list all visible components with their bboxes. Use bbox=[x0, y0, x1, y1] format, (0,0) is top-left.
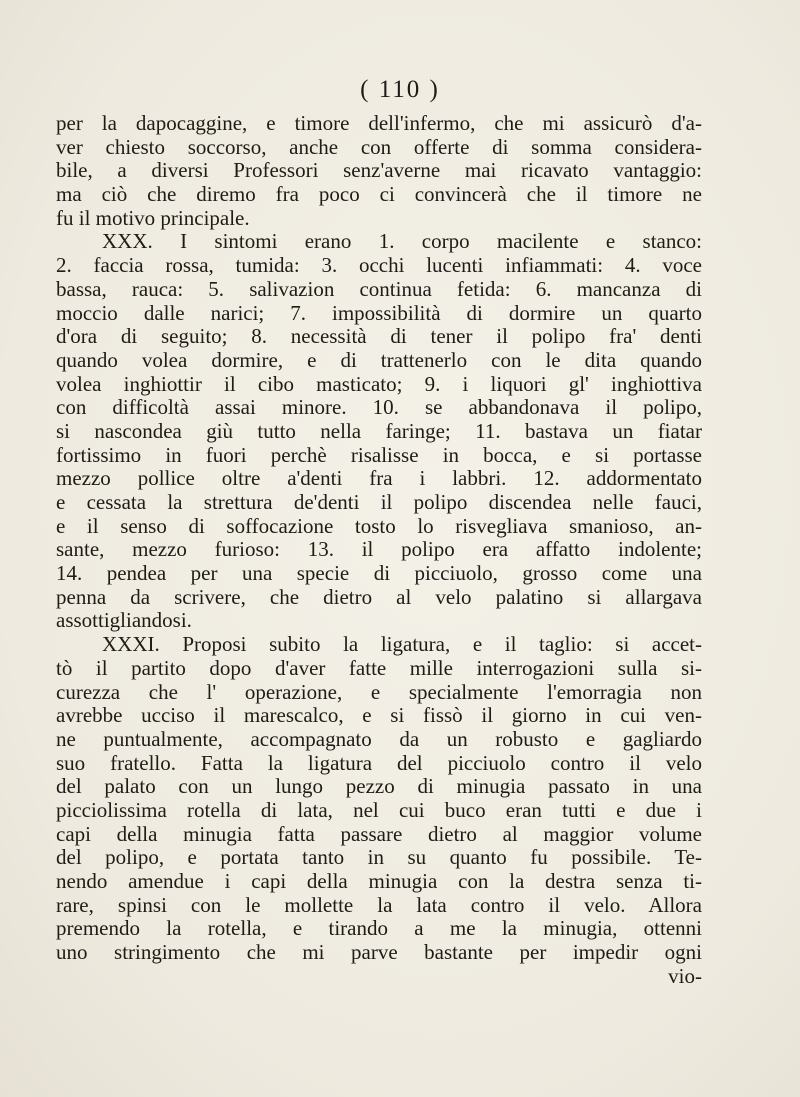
text-line: assottigliandosi. bbox=[56, 608, 192, 633]
text-line: uno stringimento che mi parve bastante per impedir ogni bbox=[56, 940, 702, 965]
text-line: tò il partito dopo d'aver fatte mille interrogazioni sulla si- bbox=[56, 655, 702, 680]
text-line: penna da scrivere, che dietro al velo palatino si allargava bbox=[56, 584, 702, 609]
text-line: 14. pendea per una specie di picciuolo, grosso come una bbox=[56, 561, 702, 586]
text-line: capi della minugia fatta passare dietro al maggior volume bbox=[56, 821, 702, 846]
text-line: 2. faccia rossa, tumida: 3. occhi lucenti infiammati: 4. voce bbox=[56, 253, 702, 278]
text-line: fortissimo in fuori perchè risalisse in bocca, e si portasse bbox=[56, 442, 702, 467]
text-line: per la dapocaggine, e timore dell'infermo, che mi assicurò d'a- bbox=[56, 111, 702, 135]
text-line: d'ora di seguito; 8. necessità di tener il polipo fra' denti bbox=[56, 324, 702, 349]
text-line: sante, mezzo furioso: 13. il polipo era affatto indolente; bbox=[56, 537, 702, 562]
text-line: bile, a diversi Professori senz'averne mai ricavato vantaggio: bbox=[56, 158, 702, 183]
text-line: ver chiesto soccorso, anche con offerte di somma considera- bbox=[56, 134, 702, 159]
text-line: ma ciò che diremo fra poco ci convincerà che il timore ne bbox=[56, 182, 702, 207]
body-text bbox=[56, 112, 702, 988]
text-line: moccio dalle narici; 7. impossibilità di dormire un quarto bbox=[56, 300, 702, 325]
text-line: fu il motivo principale. bbox=[56, 205, 250, 230]
text-line: volea inghiottir il cibo masticato; 9. i liquori gl' inghiottiva bbox=[56, 371, 702, 396]
text-line: si nascondea giù tutto nella faringe; 11. bastava un fiatar bbox=[56, 418, 702, 443]
text-line: del polipo, e portata tanto in su quanto fu possibile. Te- bbox=[56, 845, 702, 870]
page-number: ( 110 ) bbox=[360, 76, 440, 103]
text-line: mezzo pollice oltre a'denti fra i labbri. 12. addormentato bbox=[56, 466, 702, 491]
text-line: rare, spinsi con le mollette la lata contro il velo. Allora bbox=[56, 892, 702, 917]
section-heading-line: XXXI. Proposi subito la ligatura, e il taglio: si accet- bbox=[102, 632, 702, 657]
text-line: nendo amendue i capi della minugia con la destra senza ti- bbox=[56, 869, 702, 893]
text-line: suo fratello. Fatta la ligatura del picciuolo contro il velo bbox=[56, 750, 702, 775]
text-line: e il senso di soffocazione tosto lo risvegliava smanioso, an- bbox=[56, 513, 702, 538]
text-line: del palato con un lungo pezzo di minugia passato in una bbox=[56, 774, 702, 799]
text-line: con difficoltà assai minore. 10. se abbandonava il polipo, bbox=[56, 395, 702, 420]
section-heading-line: XXX. I sintomi erano 1. corpo macilente e stanco: bbox=[102, 229, 702, 254]
text-line: curezza che l' operazione, e specialmente l'emorragia non bbox=[56, 679, 702, 704]
text-line: quando volea dormire, e di trattenerlo con le dita quando bbox=[56, 347, 702, 372]
text-line: picciolissima rotella di lata, nel cui buco eran tutti e due i bbox=[56, 797, 702, 822]
text-line: e cessata la strettura de'denti il polipo discendea nelle fauci, bbox=[56, 490, 702, 514]
text-line: bassa, rauca: 5. salivazion continua fetida: 6. mancanza di bbox=[56, 276, 702, 301]
text-line: premendo la rotella, e tirando a me la minugia, ottenni bbox=[56, 916, 702, 941]
catchword: vio- bbox=[668, 963, 702, 988]
text-line: avrebbe ucciso il marescalco, e si fissò il giorno in cui ven- bbox=[56, 703, 702, 728]
text-line: ne puntualmente, accompagnato da un robusto e gagliardo bbox=[56, 726, 702, 751]
